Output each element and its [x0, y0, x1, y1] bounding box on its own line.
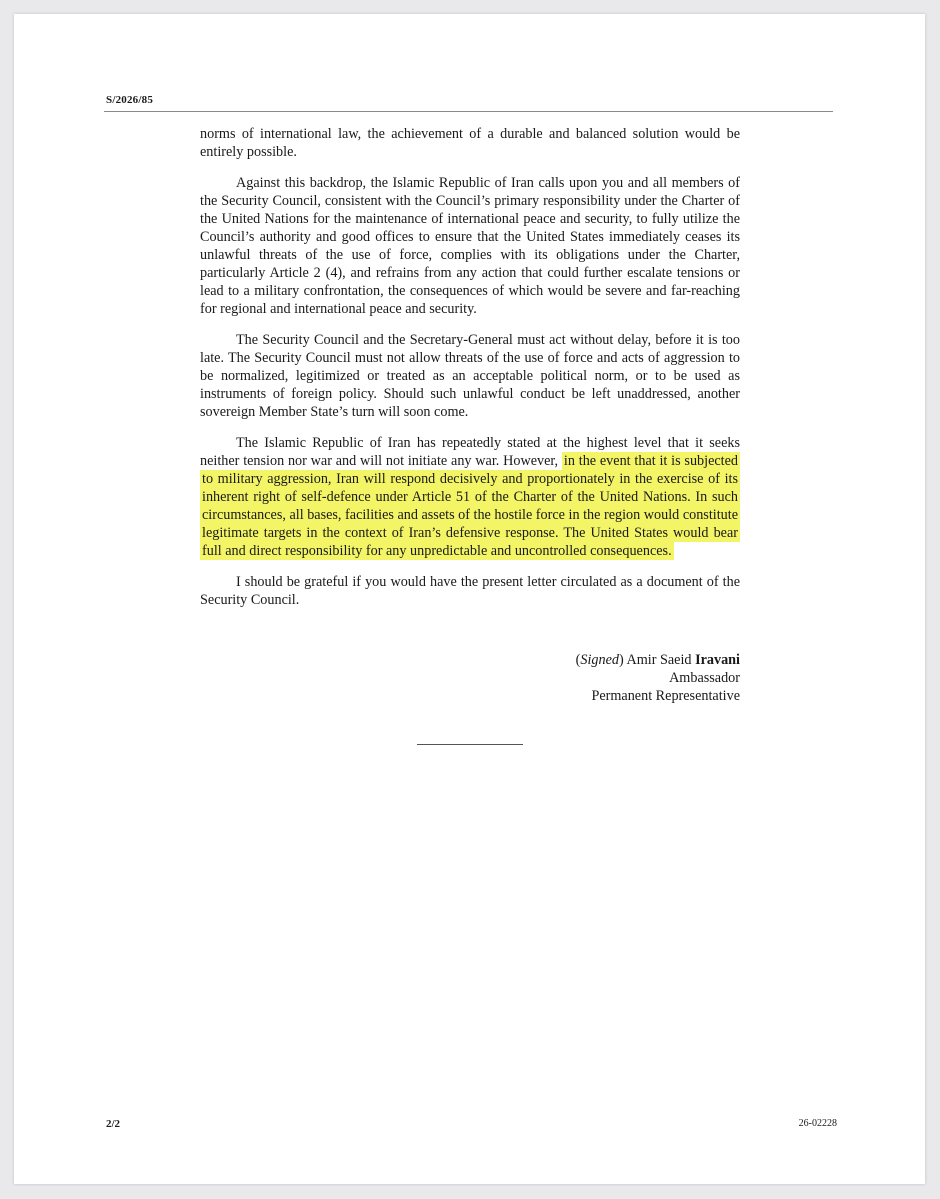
signatory-given-names: Amir Saeid — [626, 652, 692, 668]
signatory-position: Permanent Representative — [591, 688, 740, 705]
page-number: 2/2 — [106, 1118, 121, 1130]
letter-body — [200, 125, 740, 622]
document-page — [14, 14, 925, 1184]
paragraph-1: norms of international law, the achievement of a durable and balanced solution would be entirely possible. — [200, 126, 740, 161]
signed-label: Signed — [580, 652, 619, 668]
signature-block — [576, 651, 740, 705]
document-symbol: S/2026/85 — [106, 94, 154, 106]
header-rule — [104, 111, 833, 112]
signatory-surname: Iravani — [695, 652, 740, 668]
highlighted-passage: in the event that it is subjected to military aggression, Iran will respond decisively and proportionately in the exercise of its inherent right of self-defence under Article 51 of the Charter of the United Nations. In such circumstances, all bases, facilities and assets of the hostile force in the region would constitute legitimate targets in the context of Iran’s defensive response. The United States would bear full and direct responsibility for any unpredictable and uncontrolled consequences. — [202, 453, 738, 560]
signature-line: (Signed) Amir Saeid Iravani — [575, 652, 740, 668]
job-number: 26-02228 — [798, 1118, 837, 1129]
signatory-title: Ambassador — [669, 670, 740, 687]
paragraph-5: I should be grateful if you would have the present letter circulated as a document of the Security Council. — [200, 574, 740, 609]
paragraph-3: The Security Council and the Secretary-General must act without delay, before it is too late. The Security Council must not allow threats of the use of force and acts of aggression to be normalized, legitimized or treated as an acceptable political norm, or to be used as instruments of foreign policy. Should such unlawful conduct be left unaddressed, another sovereign Member State’s turn will soon come. — [200, 331, 740, 421]
paragraph-4-plain: The Islamic Republic of Iran has repeatedly stated at the highest level that it seeks neither tension nor war and will not initiate any war. However, — [200, 434, 740, 469]
paragraph-4 — [200, 434, 740, 561]
paragraph-2: Against this backdrop, the Islamic Republic of Iran calls upon you and all members of the Security Council, consistent with the Council’s primary responsibility under the Charter of the United Nations for the maintenance of international peace and security, to fully utilize the Council’s authority and good offices to ensure that the United States immediately ceases its unlawful threats of the use of force, complies with its obligations under the Charter, particularly Article 2 (4), and refrains from any action that could further escalate tensions or lead to a military confrontation, the consequences of which would be severe and far-reaching for regional and international peace and security. — [200, 174, 740, 318]
end-rule — [417, 744, 523, 745]
